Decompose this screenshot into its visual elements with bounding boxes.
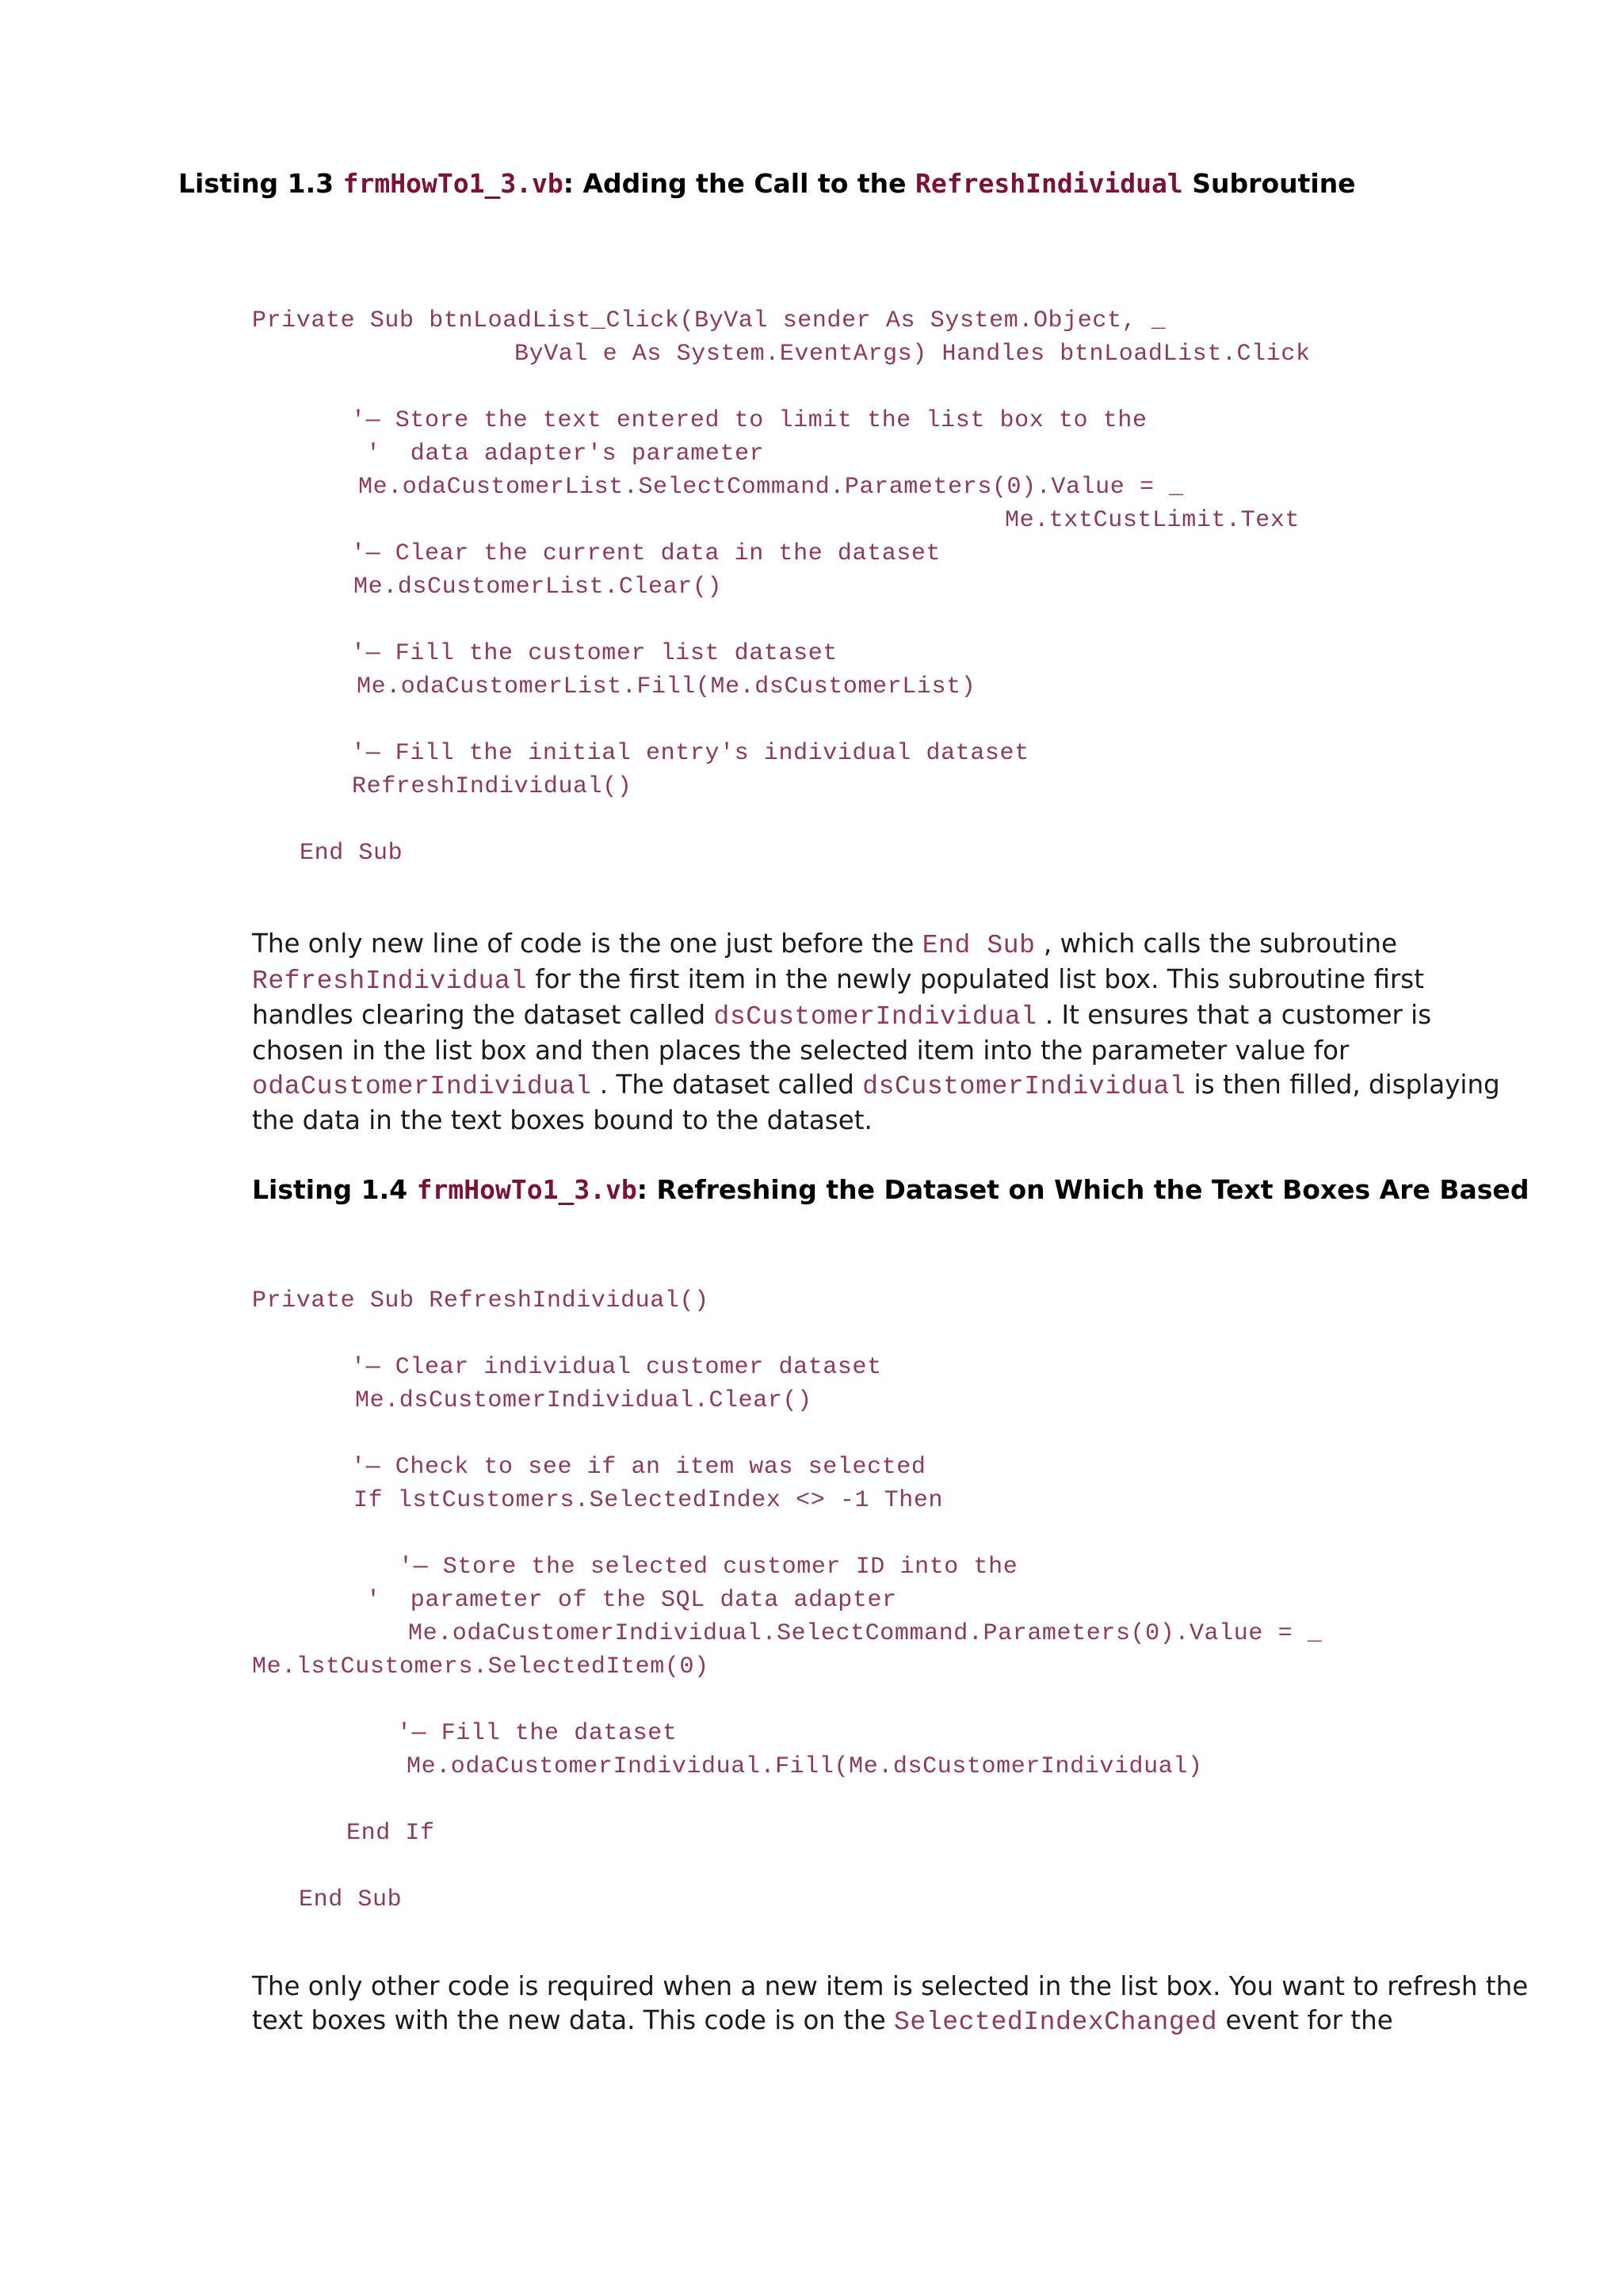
listing-filename: frmHowTo1_3.vb [416,1174,637,1205]
code-line: If lstCustomers.SelectedIndex <> -1 Then [353,1487,944,1514]
listing-label: Listing 1.4 [252,1174,408,1205]
inline-code: dsCustomerIndividual [862,1072,1186,1101]
code-comment: '— Fill the customer list dataset [351,640,838,667]
text: . The dataset called [591,1070,863,1100]
code-line: Private Sub RefreshIndividual() [252,1287,709,1314]
code-line: Me.odaCustomerList.Fill(Me.dsCustomerList) [357,673,976,700]
paragraph-line [252,2004,1568,2039]
inline-code: End Sub [922,931,1036,960]
text: text boxes with the new data. This code is on the [252,2005,895,2035]
code-line: Me.odaCustomerIndividual.SelectCommand.Parameters(0).Value = _ [408,1620,1323,1647]
inline-code: dsCustomerIndividual [713,1002,1037,1032]
code-line: Me.odaCustomerIndividual.Fill(Me.dsCustomerIndividual) [407,1753,1203,1780]
listing-label: Listing 1.3 [178,168,334,199]
text: event for the [1217,2005,1393,2035]
text: is then filled, displaying [1186,1070,1500,1100]
code-line: Private Sub btnLoadList_Click(ByVal sender As System.Object, _ [252,307,1167,334]
paragraph-line [252,927,1568,963]
code-line: End Sub [300,840,403,867]
code-line: Me.txtCustLimit.Text [1005,507,1300,534]
code-line: End Sub [299,1886,403,1913]
paragraph-line: the data in the text boxes bound to the dataset. [252,1105,873,1135]
code-comment: '— Store the text entered to limit the list box to the [351,407,1148,434]
code-line: Me.dsCustomerList.Clear() [353,574,723,601]
body-paragraph [252,1970,1568,2039]
listing-title-text: : Refreshing the Dataset on Which the Text Boxes Are Based [636,1174,1529,1205]
listing-1-3-heading [178,166,1356,201]
code-comment: '— Clear the current data in the dataset [351,540,941,567]
paragraph-line [252,963,1568,998]
code-line: RefreshIndividual() [352,773,632,800]
code-comment: '— Store the selected customer ID into the [399,1554,1018,1581]
text: , which calls the subroutine [1035,929,1397,959]
listing-1-4-heading [252,1173,1529,1207]
inline-code: RefreshIndividual [252,967,527,996]
inline-code: SelectedIndexChanged [894,2008,1218,2037]
code-line: Me.lstCustomers.SelectedItem(0) [252,1653,709,1680]
code-comment: ' parameter of the SQL data adapter [366,1587,897,1614]
code-line: Me.dsCustomerIndividual.Clear() [355,1387,812,1414]
code-line: Me.odaCustomerList.SelectCommand.Parameters(0).Value = _ [358,474,1184,501]
listing-title-suffix: Subroutine [1192,168,1356,199]
paragraph-line: The only other code is required when a new item is selected in the list box. You want to refresh the [252,1971,1529,2001]
listing-subroutine-name: RefreshIndividual [915,168,1183,199]
inline-code: odaCustomerIndividual [252,1072,592,1101]
text: . It ensures that a customer is [1037,1000,1432,1030]
code-comment: '— Fill the initial entry's individual dataset [351,740,1029,767]
code-line: End If [346,1820,435,1847]
paragraph-line: chosen in the list box and then places the selected item into the parameter value for [252,1035,1350,1066]
listing-title-text: : Adding the Call to the [563,168,907,199]
text: handles clearing the dataset called [252,1000,714,1030]
text: for the first item in the newly populated list box. This subroutine first [526,964,1424,994]
code-comment: ' data adapter's parameter [366,441,765,467]
code-comment: '— Clear individual customer dataset [351,1354,882,1381]
paragraph-line [252,998,1568,1034]
body-paragraph [252,927,1568,1138]
code-comment: '— Fill the dataset [397,1720,678,1747]
paragraph-line [252,1068,1568,1104]
text: The only new line of code is the one just before the [252,929,922,959]
code-comment: '— Check to see if an item was selected [351,1454,926,1481]
listing-filename: frmHowTo1_3.vb [342,168,563,199]
code-line: ByVal e As System.EventArgs) Handles btnLoadList.Click [514,341,1311,368]
